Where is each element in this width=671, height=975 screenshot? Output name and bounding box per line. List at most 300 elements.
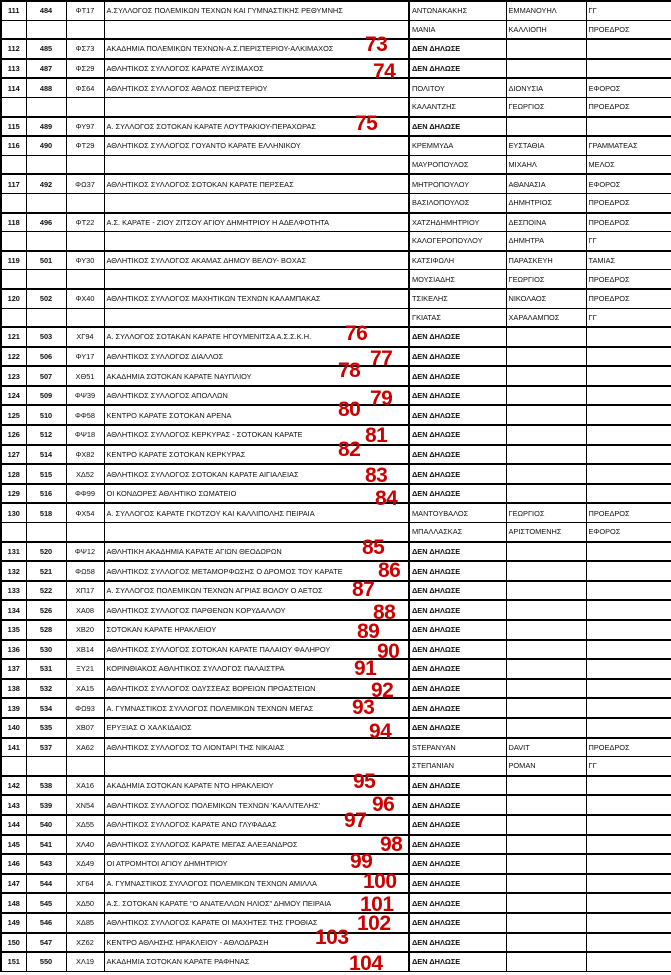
table-row [1, 117, 671, 137]
surname-cell: ΑΝΤΩΝΑΚΑΚΗΣ [409, 1, 506, 20]
club-name-cell: ΑΘΛΗΤΙΚΟΣ ΣΥΛΛΟΓΟΣ ΚΑΡΑΤΕ ΛΥΣΙΜΑΧΟΣ [104, 59, 409, 79]
first-name-cell [506, 600, 586, 620]
club-code-cell [26, 20, 66, 39]
first-name-cell [506, 874, 586, 894]
table-row [1, 174, 671, 193]
first-name-cell [506, 405, 586, 425]
registry-code-cell: ΦΤ29 [66, 136, 104, 155]
row-number-cell: 140 [1, 718, 26, 738]
registry-code-cell: ΧΝ54 [66, 795, 104, 815]
not-declared-cell: ΔΕΝ ΔΗΛΩΣΕ [409, 366, 506, 386]
surname-cell: ΚΡΕΜΜΥΔΑ [409, 136, 506, 155]
handwritten-number-annotation: 75 [355, 112, 378, 135]
club-name-cell: Α. ΣΥΛΛΟΓΟΣ ΠΟΛΕΜΙΚΩΝ ΤΕΧΝΩΝ ΑΓΡΙΑΣ ΒΟΛΟΥ Ο ΑΕΤΟΣ [104, 581, 409, 601]
role-cell [586, 679, 671, 699]
club-code-cell: 530 [26, 640, 66, 660]
not-declared-cell: ΔΕΝ ΔΗΛΩΣΕ [409, 913, 506, 933]
table-row-continuation [1, 232, 671, 251]
not-declared-cell: ΔΕΝ ΔΗΛΩΣΕ [409, 484, 506, 504]
role-cell [586, 933, 671, 953]
first-name-cell [506, 718, 586, 738]
table-row-continuation [1, 757, 671, 776]
registry-code-cell: ΧΛ19 [66, 952, 104, 971]
role-cell [586, 659, 671, 679]
club-name-cell: ΑΘΛΗΤΙΚΟΣ ΣΥΛΛΟΓΟΣ ΑΘΛΟΣ ΠΕΡΙΣΤΕΡΙΟΥ [104, 78, 409, 97]
surname-cell: STEPANYAN [409, 738, 506, 757]
handwritten-number-annotation: 94 [369, 720, 392, 743]
row-number-cell: 137 [1, 659, 26, 679]
handwritten-number-annotation: 80 [338, 398, 361, 421]
first-name-cell [506, 854, 586, 874]
table-row [1, 405, 671, 425]
role-cell: ΠΡΟΕΔΡΟΣ [586, 193, 671, 212]
club-code-cell: 515 [26, 464, 66, 484]
row-number-cell: 145 [1, 835, 26, 855]
surname-cell: ΣΤΕΠΑΝΙΑΝ [409, 757, 506, 776]
role-cell [586, 366, 671, 386]
registry-code-cell [66, 232, 104, 251]
first-name-cell [506, 542, 586, 562]
club-code-cell: 496 [26, 213, 66, 232]
registry-code-cell: ΧΓ94 [66, 327, 104, 347]
club-name-cell: ΑΘΛΗΤΙΚΟΣ ΣΥΛΛΟΓΟΣ ΜΕΤΑΜΟΡΦΩΣΗΣ Ο ΔΡΟΜΟΣ ΤΟΥ ΚΑΡΑΤΕ [104, 561, 409, 581]
club-code-cell: 485 [26, 39, 66, 59]
handwritten-number-annotation: 98 [380, 833, 403, 856]
handwritten-number-annotation: 99 [350, 850, 373, 873]
club-name-cell [104, 193, 409, 212]
surname-cell: ΜΠΑΛΛΑΣΚΑΣ [409, 523, 506, 542]
role-cell [586, 952, 671, 971]
club-name-cell: Α.ΣΥΛΛΟΓΟΣ ΠΟΛΕΜΙΚΩΝ ΤΕΧΝΩΝ ΚΑΙ ΓΥΜΝΑΣΤΙΚΗΣ ΡΕΘΥΜΝΗΣ [104, 1, 409, 20]
registry-code-cell: ΧΖ62 [66, 933, 104, 953]
first-name-cell: ΚΑΛΛΙΟΠΗ [506, 20, 586, 39]
not-declared-cell: ΔΕΝ ΔΗΛΩΣΕ [409, 698, 506, 718]
club-name-cell: Α.Σ. ΣΟΤΟΚΑΝ ΚΑΡΑΤΕ "Ο ΑΝΑΤΕΛΛΩΝ ΗΛΙΟΣ" ΔΗΜΟΥ ΠΕΙΡΑΙΑ [104, 893, 409, 913]
table-row [1, 893, 671, 913]
not-declared-cell: ΔΕΝ ΔΗΛΩΣΕ [409, 347, 506, 367]
row-number-cell [1, 523, 26, 542]
surname-cell: ΠΟΛΙΤΟΥ [409, 78, 506, 97]
role-cell: ΜΕΛΟΣ [586, 155, 671, 174]
club-name-cell [104, 232, 409, 251]
surname-cell: ΚΑΛΑΝΤΖΗΣ [409, 97, 506, 116]
table-row [1, 327, 671, 347]
handwritten-number-annotation: 81 [365, 424, 388, 447]
table-row [1, 59, 671, 79]
registry-code-cell [66, 155, 104, 174]
surname-cell: ΜΑΝΤΟΥΒΑΛΟΣ [409, 503, 506, 522]
not-declared-cell: ΔΕΝ ΔΗΛΩΣΕ [409, 679, 506, 699]
role-cell: ΕΦΟΡΟΣ [586, 523, 671, 542]
not-declared-cell: ΔΕΝ ΔΗΛΩΣΕ [409, 893, 506, 913]
club-code-cell [26, 232, 66, 251]
registry-code-cell: ΦΥ97 [66, 117, 104, 137]
first-name-cell [506, 776, 586, 796]
club-code-cell: 518 [26, 503, 66, 522]
table-row [1, 659, 671, 679]
table-row [1, 679, 671, 699]
role-cell [586, 425, 671, 445]
club-name-cell: ΕΡΥΞΙΑΣ Ο ΧΑΛΚΙΔΑΙΟΣ [104, 718, 409, 738]
surname-cell: ΧΑΤΖΗΔΗΜΗΤΡΙΟΥ [409, 213, 506, 232]
not-declared-cell: ΔΕΝ ΔΗΛΩΣΕ [409, 445, 506, 465]
row-number-cell [1, 97, 26, 116]
handwritten-number-annotation: 95 [353, 770, 376, 793]
club-code-cell: 546 [26, 913, 66, 933]
table-row-continuation [1, 193, 671, 212]
role-cell: ΤΑΜΙΑΣ [586, 251, 671, 270]
role-cell [586, 347, 671, 367]
role-cell [586, 464, 671, 484]
registry-code-cell [66, 270, 104, 289]
club-name-cell: ΚΕΝΤΡΟ ΚΑΡΑΤΕ ΣΟΤΟΚΑΝ ΑΡΕΝΑ [104, 405, 409, 425]
role-cell [586, 405, 671, 425]
club-code-cell [26, 193, 66, 212]
role-cell: ΓΓ [586, 1, 671, 20]
role-cell: ΕΦΟΡΟΣ [586, 78, 671, 97]
row-number-cell: 114 [1, 78, 26, 97]
club-code-cell: 522 [26, 581, 66, 601]
row-number-cell: 116 [1, 136, 26, 155]
row-number-cell: 115 [1, 117, 26, 137]
role-cell: ΓΓ [586, 757, 671, 776]
club-name-cell: Α. ΣΥΛΛΟΓΟΣ ΣΟΤΑΚΑΝ ΚΑΡΑΤΕ ΗΓΟΥΜΕΝΙΤΣΑ Α.Σ.Σ.Κ.Η. [104, 327, 409, 347]
handwritten-number-annotation: 91 [354, 657, 377, 680]
club-name-cell [104, 20, 409, 39]
role-cell: ΕΦΟΡΟΣ [586, 174, 671, 193]
registry-code-cell: ΦΥ17 [66, 347, 104, 367]
table-row [1, 289, 671, 308]
row-number-cell: 134 [1, 600, 26, 620]
club-code-cell: 535 [26, 718, 66, 738]
first-name-cell [506, 464, 586, 484]
club-code-cell [26, 523, 66, 542]
club-name-cell: Α. ΣΥΛΛΟΓΟΣ ΣΟΤΟΚΑΝ ΚΑΡΑΤΕ ΛΟΥΤΡΑΚΙΟΥ-ΠΕΡΑΧΩΡΑΣ [104, 117, 409, 137]
row-number-cell: 130 [1, 503, 26, 522]
handwritten-number-annotation: 101 [360, 893, 394, 916]
first-name-cell [506, 640, 586, 660]
club-code-cell: 534 [26, 698, 66, 718]
surname-cell: ΒΑΣΙΛΟΠΟΥΛΟΣ [409, 193, 506, 212]
table-row [1, 776, 671, 796]
table-row [1, 738, 671, 757]
club-code-cell: 541 [26, 835, 66, 855]
first-name-cell [506, 347, 586, 367]
club-code-cell: 510 [26, 405, 66, 425]
table-row [1, 561, 671, 581]
registry-code-cell: ΦΥ30 [66, 251, 104, 270]
first-name-cell [506, 425, 586, 445]
first-name-cell [506, 581, 586, 601]
role-cell [586, 854, 671, 874]
surname-cell: ΚΑΤΣΙΦΩΛΗ [409, 251, 506, 270]
registry-code-cell [66, 20, 104, 39]
club-code-cell [26, 308, 66, 327]
handwritten-number-annotation: 102 [357, 912, 391, 935]
row-number-cell: 124 [1, 386, 26, 406]
first-name-cell: ΠΑΡΑΣΚΕΥΗ [506, 251, 586, 270]
not-declared-cell: ΔΕΝ ΔΗΛΩΣΕ [409, 835, 506, 855]
club-name-cell: ΑΘΛΗΤΙΚΟΣ ΣΥΛΛΟΓΟΣ ΣΟΤΟΚΑΝ ΚΑΡΑΤΕ ΠΕΡΣΕΑΣ [104, 174, 409, 193]
club-code-cell [26, 155, 66, 174]
club-name-cell: Α. ΣΥΛΛΟΓΟΣ ΚΑΡΑΤΕ ΓΚΟΤΖΟΥ ΚΑΙ ΚΑΛΛΙΠΟΛΗΣ ΠΕΙΡΑΙΑ [104, 503, 409, 522]
role-cell: ΠΡΟΕΔΡΟΣ [586, 738, 671, 757]
role-cell [586, 327, 671, 347]
row-number-cell: 135 [1, 620, 26, 640]
registry-code-cell: ΦΨ39 [66, 386, 104, 406]
first-name-cell [506, 561, 586, 581]
role-cell: ΠΡΟΕΔΡΟΣ [586, 270, 671, 289]
first-name-cell: ΕΥΣΤΑΘΙΑ [506, 136, 586, 155]
table-row-continuation [1, 97, 671, 116]
first-name-cell: ΔΗΜΗΤΡΙΟΣ [506, 193, 586, 212]
club-code-cell: 545 [26, 893, 66, 913]
first-name-cell [506, 117, 586, 137]
first-name-cell [506, 952, 586, 971]
first-name-cell [506, 835, 586, 855]
table-row [1, 366, 671, 386]
registry-code-cell [66, 308, 104, 327]
not-declared-cell: ΔΕΝ ΔΗΛΩΣΕ [409, 795, 506, 815]
not-declared-cell: ΔΕΝ ΔΗΛΩΣΕ [409, 386, 506, 406]
club-name-cell: Α. ΓΥΜΝΑΣΤΙΚΟΣ ΣΥΛΛΟΓΟΣ ΠΟΛΕΜΙΚΩΝ ΤΕΧΝΩΝ ΜΕΓΑΣ [104, 698, 409, 718]
table-row-continuation [1, 155, 671, 174]
role-cell [586, 386, 671, 406]
handwritten-number-annotation: 84 [375, 487, 398, 510]
registry-code-cell: ΦΩ93 [66, 698, 104, 718]
club-name-cell: ΟΙ ΑΤΡΟΜΗΤΟΙ ΑΓΙΟΥ ΔΗΜΗΤΡΙΟΥ [104, 854, 409, 874]
club-name-cell: ΑΚΑΔΗΜΙΑ ΠΟΛΕΜΙΚΩΝ ΤΕΧΝΩΝ-Α.Σ.ΠΕΡΙΣΤΕΡΙΟΥ-ΑΛΚΙΜΑΧΟΣ [104, 39, 409, 59]
table-row [1, 425, 671, 445]
first-name-cell [506, 484, 586, 504]
not-declared-cell: ΔΕΝ ΔΗΛΩΣΕ [409, 39, 506, 59]
row-number-cell [1, 232, 26, 251]
club-name-cell: ΑΘΛΗΤΙΚΟΣ ΣΥΛΛΟΓΟΣ ΑΚΑΜΑΣ ΔΗΜΟΥ ΒΕΛΟΥ- ΒΟΧΑΣ [104, 251, 409, 270]
registry-code-cell [66, 523, 104, 542]
handwritten-number-annotation: 104 [349, 952, 383, 975]
first-name-cell: ΜΙΧΑΗΛ [506, 155, 586, 174]
club-code-cell: 526 [26, 600, 66, 620]
role-cell [586, 815, 671, 835]
table-row-continuation [1, 308, 671, 327]
role-cell [586, 581, 671, 601]
row-number-cell [1, 270, 26, 289]
row-number-cell [1, 757, 26, 776]
table-row [1, 854, 671, 874]
first-name-cell [506, 698, 586, 718]
club-code-cell: 489 [26, 117, 66, 137]
registry-code-cell: ΦΧ54 [66, 503, 104, 522]
handwritten-number-annotation: 93 [352, 696, 375, 719]
not-declared-cell: ΔΕΝ ΔΗΛΩΣΕ [409, 640, 506, 660]
club-name-cell: ΑΘΛΗΤΙΚΟΣ ΣΥΛΛΟΓΟΣ ΤΟ ΛΙΟΝΤΑΡΙ ΤΗΣ ΝΙΚΑΙΑΣ [104, 738, 409, 757]
row-number-cell: 123 [1, 366, 26, 386]
row-number-cell: 118 [1, 213, 26, 232]
surname-cell: ΜΑΥΡΟΠΟΥΛΟΣ [409, 155, 506, 174]
row-number-cell [1, 155, 26, 174]
club-code-cell: 501 [26, 251, 66, 270]
role-cell: ΠΡΟΕΔΡΟΣ [586, 289, 671, 308]
row-number-cell: 131 [1, 542, 26, 562]
row-number-cell: 121 [1, 327, 26, 347]
role-cell: ΓΓ [586, 308, 671, 327]
row-number-cell: 133 [1, 581, 26, 601]
club-code-cell: 502 [26, 289, 66, 308]
role-cell [586, 795, 671, 815]
registry-code-cell: ΦΩ58 [66, 561, 104, 581]
role-cell [586, 561, 671, 581]
table-row [1, 347, 671, 367]
registry-code-cell: ΧΔ85 [66, 913, 104, 933]
club-code-cell [26, 97, 66, 116]
first-name-cell: ΔΗΜΗΤΡΑ [506, 232, 586, 251]
club-name-cell: Α.Σ. ΚΑΡΑΤΕ - ΖΙΟΥ ΖΙΤΣΟΥ ΑΓΙΟΥ ΔΗΜΗΤΡΙΟΥ Η ΑΔΕΛΦΟΤΗΤΑ [104, 213, 409, 232]
club-code-cell: 543 [26, 854, 66, 874]
table-row [1, 503, 671, 522]
club-code-cell: 540 [26, 815, 66, 835]
first-name-cell [506, 620, 586, 640]
club-code-cell: 512 [26, 425, 66, 445]
row-number-cell: 119 [1, 251, 26, 270]
table-row [1, 484, 671, 504]
row-number-cell: 111 [1, 1, 26, 20]
club-code-cell: 531 [26, 659, 66, 679]
club-name-cell: ΑΘΛΗΤΙΚΟΣ ΣΥΛΛΟΓΟΣ ΟΔΥΣΣΕΑΣ ΒΟΡΕΙΩΝ ΠΡΟΑΣΤΕΙΩΝ [104, 679, 409, 699]
role-cell: ΠΡΟΕΔΡΟΣ [586, 20, 671, 39]
registry-code-cell: ΧΔ50 [66, 893, 104, 913]
not-declared-cell: ΔΕΝ ΔΗΛΩΣΕ [409, 405, 506, 425]
club-name-cell: ΟΙ ΚΟΝΔΟΡΕΣ ΑΘΛΗΤΙΚΟ ΣΩΜΑΤΕΙΟ [104, 484, 409, 504]
surname-cell: ΚΑΛΟΓΕΡΟΠΟΥΛΟΥ [409, 232, 506, 251]
row-number-cell: 138 [1, 679, 26, 699]
first-name-cell [506, 815, 586, 835]
registry-code-cell: ΧΠ17 [66, 581, 104, 601]
not-declared-cell: ΔΕΝ ΔΗΛΩΣΕ [409, 815, 506, 835]
not-declared-cell: ΔΕΝ ΔΗΛΩΣΕ [409, 327, 506, 347]
role-cell [586, 640, 671, 660]
registry-code-cell: ΧΓ64 [66, 874, 104, 894]
registry-code-cell: ΦΧ40 [66, 289, 104, 308]
table-row-continuation [1, 270, 671, 289]
club-name-cell [104, 155, 409, 174]
club-code-cell: 544 [26, 874, 66, 894]
surname-cell: ΜΑΝΙΑ [409, 20, 506, 39]
surname-cell: ΓΚΙΑΤΑΣ [409, 308, 506, 327]
not-declared-cell: ΔΕΝ ΔΗΛΩΣΕ [409, 620, 506, 640]
club-code-cell: 507 [26, 366, 66, 386]
club-code-cell: 550 [26, 952, 66, 971]
club-name-cell: ΑΘΛΗΤΙΚΟΣ ΣΥΛΛΟΓΟΣ ΜΑΧΗΤΙΚΩΝ ΤΕΧΝΩΝ ΚΑΛΑΜΠΑΚΑΣ [104, 289, 409, 308]
registry-code-cell: ΦΦ58 [66, 405, 104, 425]
role-cell: ΠΡΟΕΔΡΟΣ [586, 97, 671, 116]
club-name-cell: ΑΘΛΗΤΙΚΟΣ ΣΥΛΛΟΓΟΣ ΠΑΡΘΕΝΩΝ ΚΟΡΥΔΑΛΛΟΥ [104, 600, 409, 620]
club-code-cell: 532 [26, 679, 66, 699]
not-declared-cell: ΔΕΝ ΔΗΛΩΣΕ [409, 542, 506, 562]
handwritten-number-annotation: 92 [371, 679, 394, 702]
club-name-cell: ΑΘΛΗΤΙΚΟΣ ΣΥΛΛΟΓΟΣ ΠΟΛΕΜΙΚΩΝ ΤΕΧΝΩΝ 'ΚΑΛΛΙΤΕΛΗΣ' [104, 795, 409, 815]
table-row [1, 386, 671, 406]
row-number-cell: 125 [1, 405, 26, 425]
row-number-cell: 141 [1, 738, 26, 757]
row-number-cell: 126 [1, 425, 26, 445]
first-name-cell [506, 39, 586, 59]
not-declared-cell: ΔΕΝ ΔΗΛΩΣΕ [409, 117, 506, 137]
row-number-cell: 150 [1, 933, 26, 953]
row-number-cell [1, 308, 26, 327]
table-row [1, 213, 671, 232]
row-number-cell: 120 [1, 289, 26, 308]
role-cell [586, 542, 671, 562]
club-name-cell: ΚΕΝΤΡΟ ΚΑΡΑΤΕ ΣΟΤΟΚΑΝ ΚΕΡΚΥΡΑΣ [104, 445, 409, 465]
table-row [1, 39, 671, 59]
row-number-cell: 144 [1, 815, 26, 835]
registry-code-cell: ΦΣ29 [66, 59, 104, 79]
club-name-cell: ΑΘΛΗΤΙΚΟΣ ΣΥΛΛΟΓΟΣ ΑΠΟΛΛΩΝ [104, 386, 409, 406]
registry-code-cell: ΧΑ62 [66, 738, 104, 757]
registry-code-cell [66, 757, 104, 776]
row-number-cell: 117 [1, 174, 26, 193]
first-name-cell: ΔΙΟΝΥΣΙΑ [506, 78, 586, 97]
not-declared-cell: ΔΕΝ ΔΗΛΩΣΕ [409, 776, 506, 796]
club-name-cell: Α. ΓΥΜΝΑΣΤΙΚΟΣ ΣΥΛΛΟΓΟΣ ΠΟΛΕΜΙΚΩΝ ΤΕΧΝΩΝ ΑΜΙΛΛΑ [104, 874, 409, 894]
role-cell: ΓΓ [586, 232, 671, 251]
role-cell [586, 117, 671, 137]
table-row [1, 464, 671, 484]
club-code-cell: 528 [26, 620, 66, 640]
handwritten-number-annotation: 100 [363, 870, 397, 893]
club-code-cell: 520 [26, 542, 66, 562]
not-declared-cell: ΔΕΝ ΔΗΛΩΣΕ [409, 718, 506, 738]
first-name-cell [506, 327, 586, 347]
club-code-cell: 539 [26, 795, 66, 815]
club-code-cell [26, 270, 66, 289]
registry-code-cell: ΧΑ08 [66, 600, 104, 620]
club-code-cell: 506 [26, 347, 66, 367]
registry-code-cell: ΧΘ51 [66, 366, 104, 386]
table-row [1, 1, 671, 20]
club-name-cell: ΑΚΑΔΗΜΙΑ ΣΟΤΟΚΑΝ ΚΑΡΑΤΕ ΝΑΥΠΛΙΟΥ [104, 366, 409, 386]
not-declared-cell: ΔΕΝ ΔΗΛΩΣΕ [409, 561, 506, 581]
first-name-cell [506, 59, 586, 79]
table-row [1, 600, 671, 620]
table-row-continuation [1, 523, 671, 542]
row-number-cell: 132 [1, 561, 26, 581]
table-row [1, 718, 671, 738]
club-name-cell: ΑΘΛΗΤΙΚΟΣ ΣΥΛΛΟΓΟΣ ΚΕΡΚΥΡΑΣ - ΣΟΤΟΚΑΝ ΚΑΡΑΤΕ [104, 425, 409, 445]
club-code-cell: 514 [26, 445, 66, 465]
not-declared-cell: ΔΕΝ ΔΗΛΩΣΕ [409, 854, 506, 874]
table-row [1, 952, 671, 971]
not-declared-cell: ΔΕΝ ΔΗΛΩΣΕ [409, 581, 506, 601]
club-name-cell: ΑΘΛΗΤΙΚΗ ΑΚΑΔΗΜΙΑ ΚΑΡΑΤΕ ΑΓΙΩΝ ΘΕΟΔΩΡΩΝ [104, 542, 409, 562]
handwritten-number-annotation: 83 [365, 464, 388, 487]
role-cell: ΓΡΑΜΜΑΤΕΑΣ [586, 136, 671, 155]
club-code-cell: 521 [26, 561, 66, 581]
not-declared-cell: ΔΕΝ ΔΗΛΩΣΕ [409, 659, 506, 679]
registry-code-cell: ΧΒ20 [66, 620, 104, 640]
table-row [1, 640, 671, 660]
handwritten-number-annotation: 79 [370, 387, 393, 410]
role-cell [586, 698, 671, 718]
row-number-cell: 136 [1, 640, 26, 660]
first-name-cell [506, 795, 586, 815]
row-number-cell: 127 [1, 445, 26, 465]
surname-cell: ΜΟΥΣΙΑΔΗΣ [409, 270, 506, 289]
table-row [1, 445, 671, 465]
registry-code-cell: ΧΑ16 [66, 776, 104, 796]
row-number-cell: 113 [1, 59, 26, 79]
row-number-cell: 112 [1, 39, 26, 59]
